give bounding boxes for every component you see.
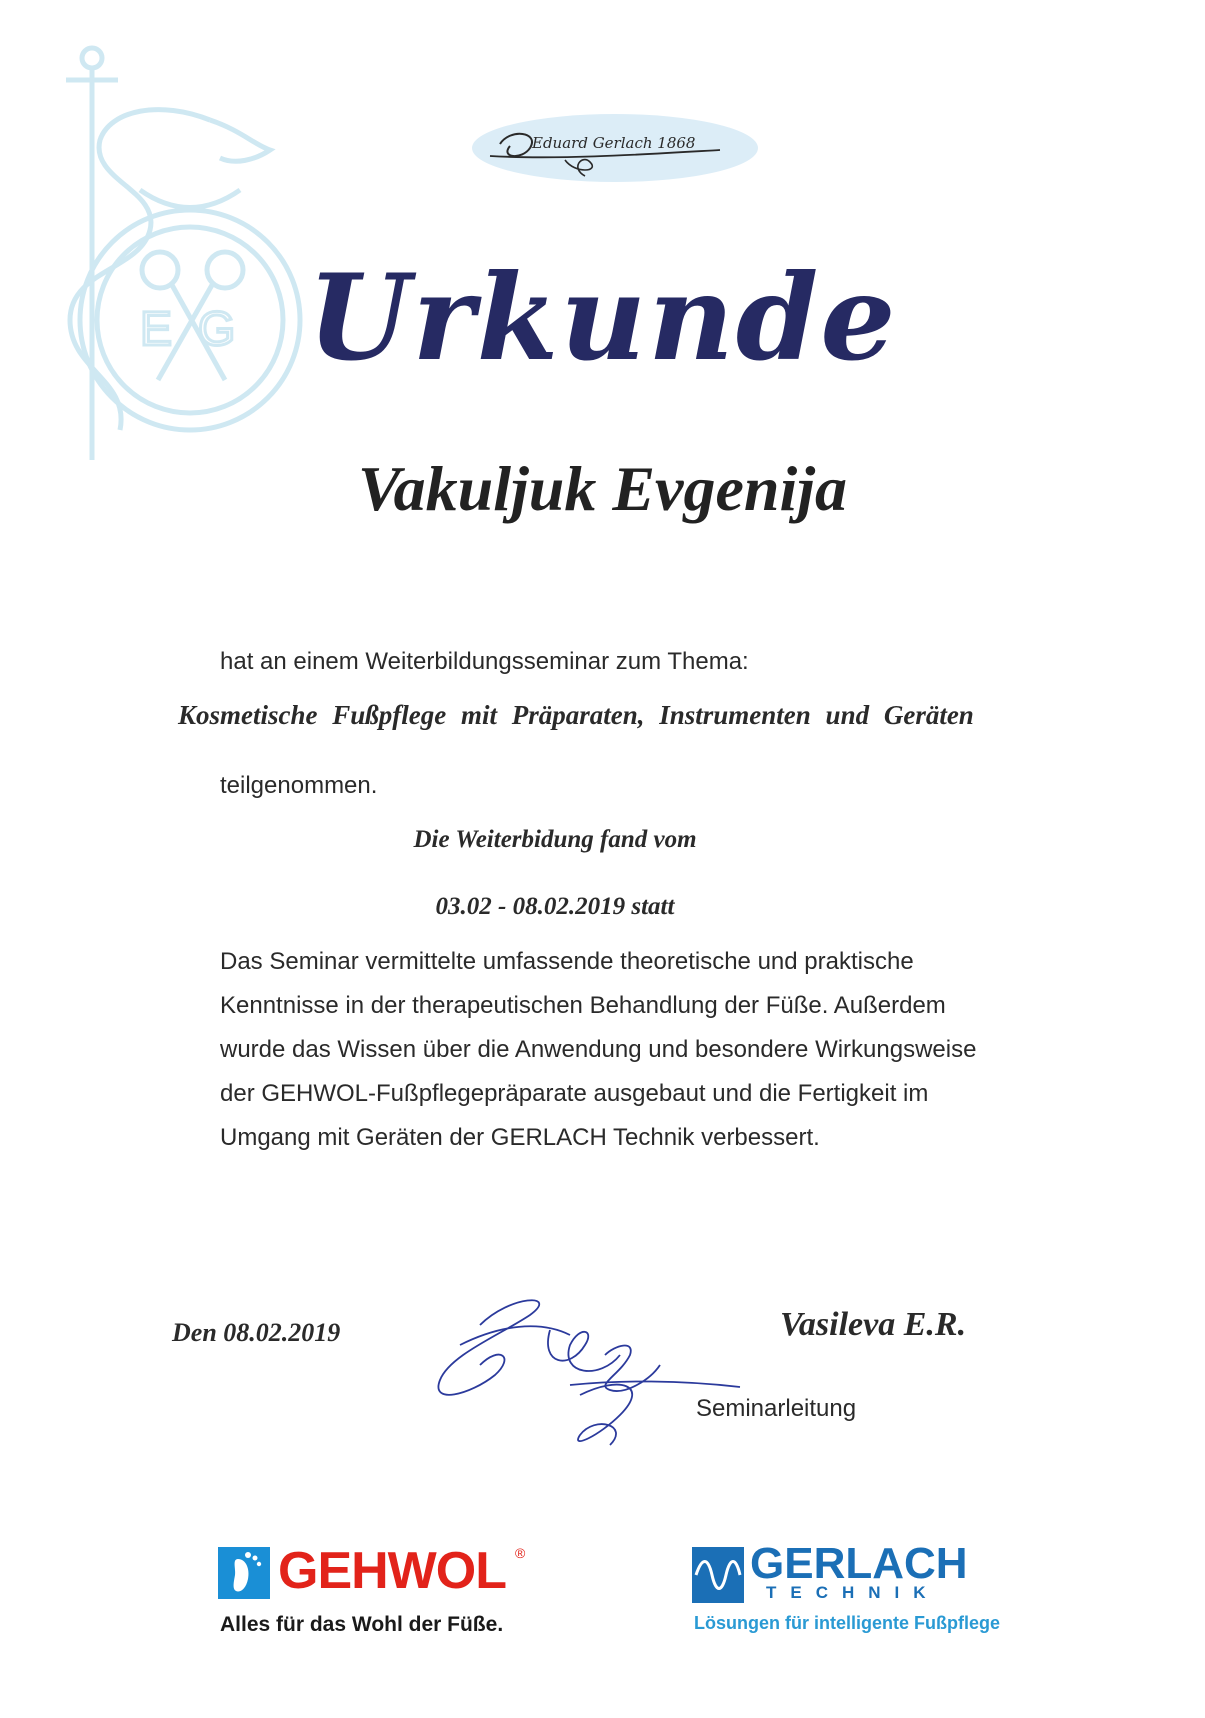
- date-range: 03.02 - 08.02.2019 statt: [435, 893, 675, 920]
- gerlach-logo: [692, 1539, 1012, 1653]
- description-line: Das Seminar vermittelte umfassende theoretische und praktische: [220, 948, 914, 975]
- intro-line: hat an einem Weiterbildungsseminar zum Thema:: [220, 648, 749, 675]
- gehwol-slogan: Alles für das Wohl der Füße.: [220, 1613, 504, 1636]
- gehwol-wordmark: GEHWOL: [278, 1542, 506, 1600]
- founder-signature-banner: [470, 110, 760, 186]
- description-line: wurde das Wissen über die Anwendung und besondere Wirkungsweise: [220, 1036, 977, 1063]
- description-line: der GEHWOL-Fußpflegepräparate ausgebaut und die Fertigkeit im: [220, 1080, 929, 1107]
- svg-text:G: G: [198, 303, 236, 356]
- recipient-name: Vakuljuk Evgenija: [358, 453, 847, 524]
- description-paragraph: [220, 940, 976, 1160]
- description-line: Kenntnisse in der therapeutischen Behandlung der Füße. Außerdem: [220, 992, 946, 1019]
- signer-role: Seminarleitung: [696, 1395, 857, 1422]
- svg-text:Eduard Gerlach 1868: Eduard Gerlach 1868: [532, 134, 696, 152]
- gerlach-wordmark: GERLACH: [750, 1539, 968, 1588]
- certificate-title: Urkunde: [307, 248, 898, 387]
- signature: [420, 1285, 770, 1465]
- gerlach-subtitle: TECHNIK: [766, 1583, 940, 1602]
- gerlach-slogan: Lösungen für intelligente Fußpflege: [694, 1613, 1000, 1633]
- wave-icon: [692, 1547, 744, 1603]
- footprint-icon: [218, 1547, 270, 1599]
- participation-line: teilgenommen.: [220, 772, 378, 799]
- signer-name: Vasileva E.R.: [780, 1306, 967, 1343]
- seminar-topic: Kosmetische Fußpflege mit Präparaten, Instrumenten und Geräten: [178, 700, 974, 730]
- gehwol-logo: [218, 1542, 538, 1657]
- svg-text:E: E: [140, 303, 173, 356]
- date-intro: Die Weiterbidung fand vom: [413, 826, 697, 853]
- registered-mark: ®: [515, 1545, 526, 1561]
- description-line: Umgang mit Geräten der GERLACH Technik verbessert.: [220, 1124, 820, 1151]
- issue-date: Den 08.02.2019: [172, 1318, 341, 1347]
